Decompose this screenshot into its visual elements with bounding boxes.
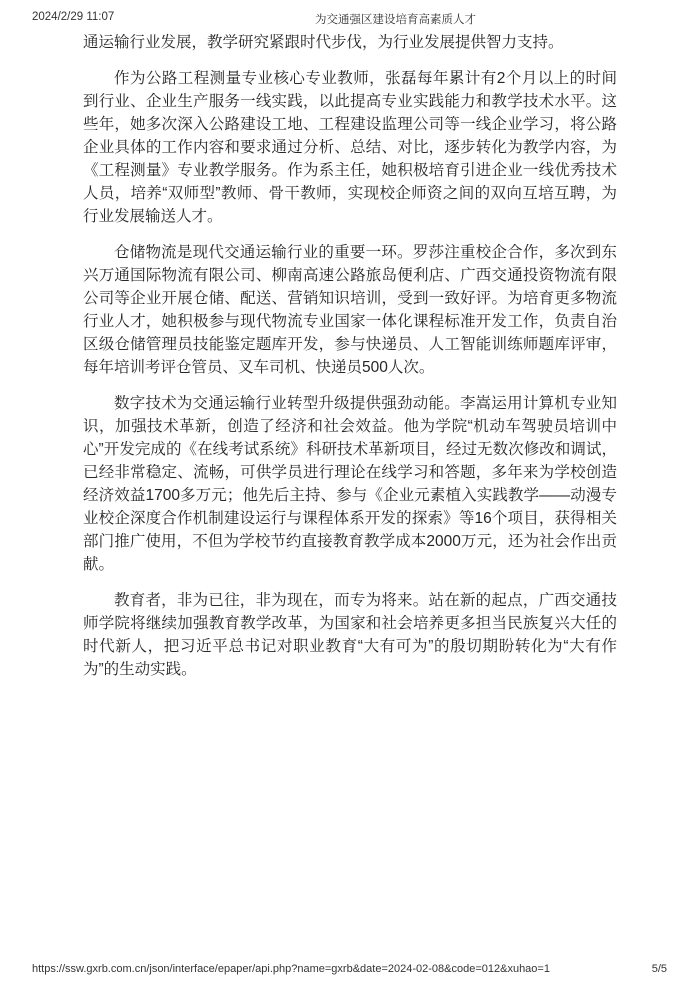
print-doc-title: 为交通强区建设培育高素质人才 — [315, 14, 476, 26]
article-body — [83, 31, 617, 694]
print-header — [32, 11, 668, 27]
print-footer — [32, 963, 667, 975]
article-paragraph: 仓储物流是现代交通运输行业的重要一环。罗莎注重校企合作，多次到东兴万通国际物流有限公司、柳南高速公路旅岛便利店、广西交通投资物流有限公司等企业开展仓储、配送、营销知识培训，受到一致好评。为培育更多物流行业人才，她积极参与现代物流专业国家一体化课程标准开发工作，负责自治区级仓储管理员技能鉴定题库开发，参与快递员、人工智能训练师题库评审，每年培训考评仓管员、叉车司机、快递员500人次。 — [83, 244, 617, 376]
article-paragraph-continuation: 通运输行业发展，教学研究紧跟时代步伐，为行业发展提供智力支持。 — [83, 34, 564, 51]
print-source-url: https://ssw.gxrb.com.cn/json/interface/epaper/api.php?name=gxrb&date=2024-02-08&code=012&xuhao=1 — [32, 963, 550, 975]
article-paragraph: 教育者，非为已往，非为现在，而专为将来。站在新的起点，广西交通技师学院将继续加强教育教学改革，为国家和社会培养更多担当民族复兴大任的时代新人，把习近平总书记对职业教育“大有可为”的殷切期盼转化为“大有作为”的生动实践。 — [83, 592, 617, 678]
page-number: 5/5 — [651, 963, 667, 975]
print-datetime: 2024/2/29 11:07 — [32, 11, 115, 23]
article-paragraph: 作为公路工程测量专业核心专业教师，张磊每年累计有2个月以上的时间到行业、企业生产服务一线实践，以此提高专业实践能力和教学技术水平。这些年，她多次深入公路建设工地、工程建设监理公司等一线企业学习，将公路企业具体的工作内容和要求通过分析、总结、对比，逐步转化为教学内容，为《工程测量》专业教学服务。作为系主任，她积极培育引进企业一线优秀技术人员，培养“双师型”教师、骨干教师，实现校企师资之间的双向互培互聘，为行业发展输送人才。 — [83, 70, 617, 225]
article-paragraph: 数字技术为交通运输行业转型升级提供强劲动能。李嵩运用计算机专业知识，加强技术革新，创造了经济和社会效益。他为学院“机动车驾驶员培训中心”开发完成的《在线考试系统》科研技术革新项目，经过无数次修改和调试，已经非常稳定、流畅，可供学员进行理论在线学习和答题，多年来为学校创造经济效益1700多万元；他先后主持、参与《企业元素植入实践教学——动漫专业校企深度合作机制建设运行与课程体系开发的探索》等16个项目，获得相关部门推广使用，不但为学校节约直接教育教学成本2000万元，还为社会作出贡献。 — [83, 395, 617, 573]
